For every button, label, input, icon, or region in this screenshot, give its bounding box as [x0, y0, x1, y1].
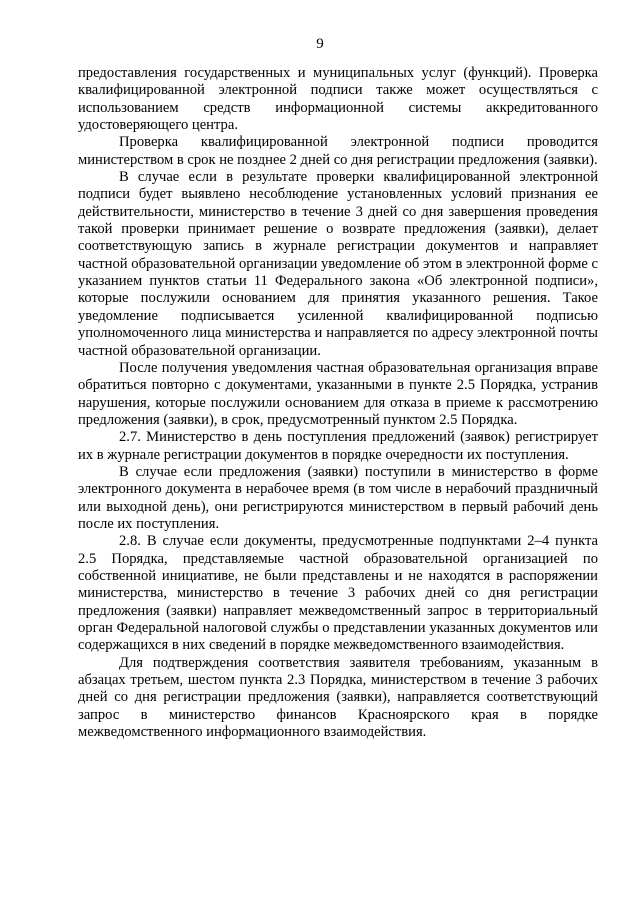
paragraph-2-7-registration: 2.7. Министерство в день поступления предложений (заявок) регистрирует их в журнале регистрации документов в порядке очередности их поступления. — [78, 429, 598, 463]
paragraph-resubmission: После получения уведомления частная образовательная организация вправе обратиться повторно с документами, указанными в пункте 2.5 Порядка, устранив нарушения, которые послужили основанием для отказа в приеме к рассмотрению предложения (заявки), в срок, предусмотренный пунктом 2.5 Порядка. — [78, 359, 598, 428]
paragraph-continuation: предоставления государственных и муниципальных услуг (функций). Проверка квалифицированной электронной подписи также может осуществляться с использованием средств информационной системы аккредитованного удостоверяющего центра. — [78, 65, 598, 134]
paragraph-signature-invalid: В случае если в результате проверки квалифицированной электронной подписи будет выявлено несоблюдение установленных условий признания ее действительности, министерство в течение 3 дней со дня завершения проведения такой проверки принимает решение о возврате предложения (заявки), делает соответствующую запись в журнале регистрации документов и направляет частной образовательной организации уведомление об этом в электронной форме с указанием пунктов статьи 11 Федерального закона «Об электронной подписи», которые послужили основанием для принятия указанного решения. Такое уведомление подписывается усиленной квалифицированной подписью уполномоченного лица министерства и направляется по адресу электронной почты частной образовательной организации. — [78, 169, 598, 359]
paragraph-2-8-interagency-request: 2.8. В случае если документы, предусмотренные подпунктами 2–4 пункта 2.5 Порядка, представляемые частной образовательной организацией по собственной инициативе, не были представлены и не находятся в распоряжении министерства, министерство в течение 3 рабочих дней со дня регистрации предложения (заявки) направляет межведомственный запрос в территориальный орган Федеральной налоговой службы о представлении указанных документов или содержащихся в них сведений в порядке межведомственного взаимодействия. — [78, 533, 598, 654]
paragraph-signature-check-deadline: Проверка квалифицированной электронной подписи проводится министерством в срок не позднее 2 дней со дня регистрации предложения (заявки). — [78, 134, 598, 168]
document-body — [78, 65, 598, 741]
paragraph-finance-ministry-request: Для подтверждения соответствия заявителя требованиям, указанным в абзацах третьем, шестом пункта 2.3 Порядка, министерством в течение 3 рабочих дней со дня регистрации предложения (заявки), направляется соответствующий запрос в министерство финансов Красноярского края в порядке межведомственного информационного взаимодействия. — [78, 654, 598, 741]
paragraph-non-working-time: В случае если предложения (заявки) поступили в министерство в форме электронного документа в нерабочее время (в том числе в нерабочий праздничный или выходной день), они регистрируются министерством в первый рабочий день после их поступления. — [78, 463, 598, 532]
page-number: 9 — [316, 36, 324, 52]
